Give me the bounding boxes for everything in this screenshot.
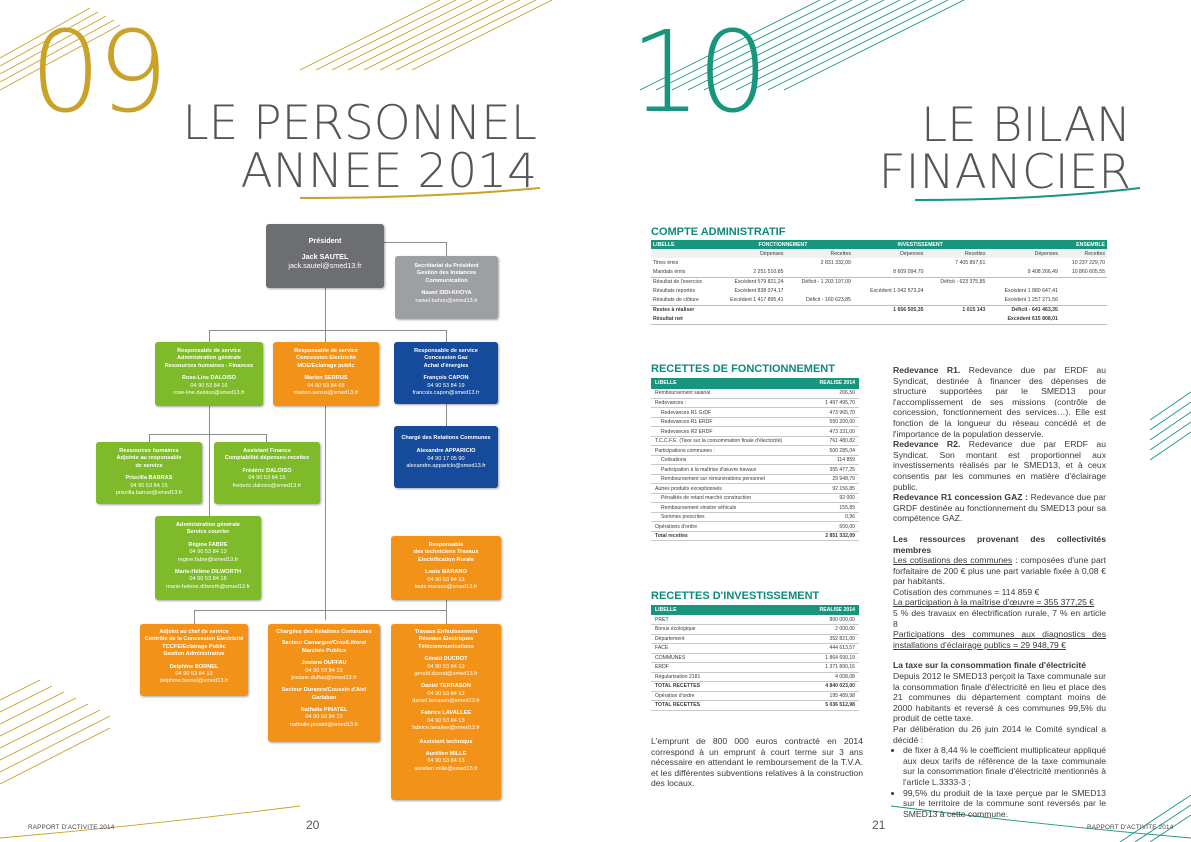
table-cell: 7 405 897,61 bbox=[955, 260, 986, 267]
table-row bbox=[651, 701, 859, 711]
table-row bbox=[651, 455, 859, 465]
charges-relations-box: Chargées des Relations Communes Secteur Camargue/Crau/Littoral Marchés Publics Josiane DUFFAU 04 90 53 84 13 josiane.duffau@smed13.fr Secteur Durance/Coussin d'Aix/ Garlaban Nathalie PINATEL 04 90 53 84 13 nathalie.pinatel@smed13.fr bbox=[268, 624, 380, 742]
gaz-text: Redevance due par GRDF destinée au fonctionnement du SMED13 pour sa compétence GAZ. bbox=[893, 492, 1107, 524]
table-cell bbox=[1060, 305, 1107, 314]
table-cell: Excédent 1 417 895,41 bbox=[713, 296, 786, 305]
org-line bbox=[209, 330, 210, 342]
cotisation-total: Cotisation des communes = 114 859 € bbox=[893, 586, 1040, 597]
table-row bbox=[651, 682, 859, 692]
row-label: Régularisation 2181 bbox=[651, 672, 766, 682]
table-row bbox=[651, 691, 859, 701]
row-value: 352 821,00 bbox=[766, 634, 859, 644]
r2-text: Redevance due par ERDF au Syndicat. Son montant est proportionnel aux investissements réalisés par le SMED13, et à ceux consentis par les communes en matière d'éclairage public. bbox=[893, 439, 1106, 492]
row-label: COMMUNES bbox=[651, 653, 766, 663]
row-value: 195 489,98 bbox=[766, 691, 859, 701]
subheader-cell: Dépenses bbox=[713, 249, 786, 258]
org-line bbox=[384, 242, 447, 243]
taxe-title: La taxe sur la consommation finale d'électricité bbox=[893, 660, 1087, 671]
row-label: PRET bbox=[651, 615, 766, 625]
recettes-fonct-table bbox=[651, 378, 859, 541]
subheader-cell: Recettes bbox=[786, 249, 853, 258]
table-row bbox=[651, 315, 1107, 324]
table-cell: Excédent 1 880 647,41 bbox=[1004, 288, 1058, 295]
table-row bbox=[651, 436, 859, 446]
table-cell bbox=[925, 296, 987, 305]
table-cell bbox=[786, 315, 853, 324]
table-cell: Déficit - 1 203 197,09 bbox=[801, 279, 851, 286]
travaux-box: Travaux Enfouissement Réseaux Electriques Télécommunications Gérald DUCROT 04 90 53 84 13 gerald.ducrot@smed13.fr Daniel TERRASON 04 90 53 84 13 daniel.terrason@smed13.fr Fabrice LAVALLEE 04 90 53 84 13 fabrice.lavallee@smed13.fr Assistant technique Aurélien MILLE 04 90 53 84 13 aurelien.mille@smed13.fr bbox=[391, 624, 501, 800]
gold-stripes-top-right bbox=[300, 0, 552, 70]
table-row bbox=[651, 268, 1107, 277]
table-cell: Déficit - 641 463,35 bbox=[1011, 307, 1058, 314]
row-label: Mandats émis bbox=[651, 268, 713, 277]
gold-stripes-bottom-left bbox=[0, 680, 110, 784]
row-label: Résultat net bbox=[651, 315, 713, 324]
table-cell bbox=[1060, 287, 1107, 296]
table-cell: Excédent 579 821,24 bbox=[734, 279, 784, 286]
table-row bbox=[651, 625, 859, 635]
techniciens-box: Responsable des techniciens Travaux Electrification Rurale Louis MARANO 04 90 53 84 13 louis.marano@smed13.fr bbox=[391, 536, 501, 600]
table-row bbox=[651, 296, 1107, 305]
table-row bbox=[651, 484, 859, 494]
subheader-cell: Dépenses bbox=[853, 249, 926, 258]
table-cell bbox=[1060, 277, 1107, 286]
page-title-line2: ANNEE 2014 bbox=[240, 144, 537, 199]
footer-right: RAPPORT D'ACTIVITE 2014 bbox=[1087, 824, 1174, 831]
chapter-number-10: 10 bbox=[630, 8, 765, 138]
row-value: 473 331,00 bbox=[813, 427, 859, 437]
recettes-fonct-title: RECETTES DE FONCTIONNEMENT bbox=[651, 363, 835, 375]
row-value: 500 285,04 bbox=[813, 446, 859, 456]
table-row bbox=[651, 653, 859, 663]
cotisations-text: : composées d'une part forfaitaire de 200 € plus une part variable fixée à 0,08 € par habitants. bbox=[893, 555, 1106, 587]
table-cell bbox=[713, 315, 786, 324]
recettes-inv-table bbox=[651, 605, 859, 711]
col-header: ENSEMBLE bbox=[987, 240, 1107, 249]
table-row bbox=[651, 644, 859, 654]
r1-text: Redevance due par ERDF au Syndicat, destinée à financer des dépenses de structure supportées par le SMED13 pour l'accomplissement de ses missions (contrôle de concession, fonctionnement des services…). Elle est fonction de la longueur du réseau concédé et de l'importance de la population desservie. bbox=[893, 365, 1106, 439]
table-row bbox=[651, 305, 1107, 314]
row-label: Redevances R1 ERDF bbox=[651, 417, 813, 427]
table-row bbox=[651, 474, 859, 484]
teal-stripes-right bbox=[1120, 392, 1191, 842]
recettes-inv-title: RECETTES D'INVESTISSEMENT bbox=[651, 590, 820, 602]
subheader-row bbox=[651, 249, 1107, 258]
table-cell: 8 609 094,70 bbox=[853, 268, 926, 277]
table-cell bbox=[786, 287, 853, 296]
col-header: LIBELLE bbox=[651, 605, 766, 615]
row-label: Opération d'ordre bbox=[651, 691, 766, 701]
row-label: Résultat de l'exercice bbox=[653, 279, 703, 286]
col-header: FONCTIONNEMENT bbox=[713, 240, 853, 249]
table-row bbox=[651, 615, 859, 625]
table-cell: 2 831 332,09 bbox=[820, 260, 851, 267]
gold-swoosh-bottom-left bbox=[0, 806, 300, 838]
row-label: TOTAL RECETTES bbox=[651, 682, 766, 692]
row-label: T.C.C.F.E. (Taxe sur la consommation finale d'électricité) bbox=[651, 436, 813, 446]
row-value: 761 480,82 bbox=[813, 436, 859, 446]
row-value: 4 008,08 bbox=[766, 672, 859, 682]
row-value: 1 371 890,16 bbox=[766, 663, 859, 673]
row-value: 1 864 690,19 bbox=[766, 653, 859, 663]
admin-generale-box: Administration générale Service courrier Régine FABRE 04 90 53 84 13 regine.fabre@smed13.fr Marie-Hélène DILWORTH 04 90 53 84 18 marie-helene.dilworth@smed13.fr bbox=[155, 516, 261, 600]
r1-label: Redevance R1. bbox=[893, 365, 961, 375]
org-line bbox=[446, 600, 447, 624]
table-row bbox=[651, 493, 859, 503]
col-header: REALISE 2014 bbox=[766, 605, 859, 615]
rh-box: Ressources humaines Adjointe au responsable de service Priscilla BARRAS 04 90 53 84 15 priscilla.barras@smed13.fr bbox=[96, 442, 202, 504]
list-item: • de fixer à 8,44 % le coefficient multiplicateur appliqué aux deux tarifs de référence de la taxe communale sur la consommation finale d'électricité mentionnés à l'article L.3333-3 ; bbox=[903, 745, 1106, 787]
row-value: 800 000,00 bbox=[766, 615, 859, 625]
row-label: Bonus écologique bbox=[651, 625, 766, 635]
table-row bbox=[651, 503, 859, 513]
org-line bbox=[325, 406, 326, 620]
table-cell: 2 251 510,85 bbox=[713, 268, 786, 277]
president-box: Président Jack SAUTEL jack.sautel@smed13.fr bbox=[266, 224, 384, 288]
row-label: Pénalités de retard marché construction bbox=[651, 493, 813, 503]
table-row bbox=[651, 389, 859, 399]
taxe-list bbox=[893, 745, 1106, 819]
org-line bbox=[194, 610, 446, 611]
table-cell bbox=[853, 277, 926, 286]
org-line bbox=[446, 404, 447, 426]
row-label: Participations communes : bbox=[651, 446, 813, 456]
table-cell: Excédent 1 042 573,24 bbox=[870, 288, 924, 295]
r2-label: Redevance R2. bbox=[893, 439, 961, 450]
row-value: 114 859 bbox=[813, 455, 859, 465]
footer-left: RAPPORT D'ACTIVITE 2014 bbox=[28, 824, 115, 831]
table-cell bbox=[786, 305, 853, 314]
row-label: Cotisations bbox=[651, 455, 813, 465]
col-header: LIBELLE bbox=[651, 378, 813, 389]
table-cell bbox=[925, 287, 987, 296]
table-cell bbox=[987, 258, 1060, 267]
org-line bbox=[446, 242, 447, 256]
compte-admin-table bbox=[651, 240, 1107, 325]
table-cell bbox=[853, 315, 926, 324]
table-row bbox=[651, 417, 859, 427]
row-label: Résultats de clôture bbox=[651, 296, 713, 305]
org-line bbox=[266, 434, 267, 442]
row-value: 5 036 512,98 bbox=[766, 701, 859, 711]
row-value: 0,96 bbox=[813, 512, 859, 522]
table-cell bbox=[713, 305, 786, 314]
col-header: LIBELLE bbox=[651, 240, 713, 249]
org-line bbox=[209, 406, 210, 434]
row-value: 92 156,85 bbox=[813, 484, 859, 494]
table-cell: Déficit - 623 375,85 bbox=[940, 279, 986, 286]
org-line bbox=[194, 610, 195, 624]
table-row bbox=[651, 258, 1107, 267]
row-value: 2 851 332,09 bbox=[813, 531, 859, 541]
row-label: ERDF bbox=[651, 663, 766, 673]
row-label: Opérations d'ordre bbox=[651, 522, 813, 532]
subheader-cell: Recettes bbox=[1060, 249, 1107, 258]
table-cell: Excédent 838 074,17 bbox=[734, 288, 784, 295]
table-cell: 9 408 266,49 bbox=[987, 268, 1060, 277]
list-item: • 99,5% du produit de la taxe perçue par le SMED13 sur le territoire de la commune sont reversés par le SMED13 à cette commune. bbox=[903, 788, 1106, 820]
adjoint-box: Adjoint au chef de service Contrôle de la Concession Electricité TCCFE/Eclairage Public Gestion Administrative Delphine BORNEL 04 90 53 84 13 delphine.bornel@smed13.fr bbox=[140, 624, 248, 696]
row-value: 155,89 bbox=[813, 503, 859, 513]
org-line bbox=[209, 434, 210, 516]
table-cell: Excédent 1 257 271,56 bbox=[987, 296, 1060, 305]
table-row bbox=[651, 512, 859, 522]
emprunt-paragraph: L'emprunt de 800 000 euros contracté en 2014 correspond à un emprunt à court terme sur 3 ans nécessaire en attendant le remboursement de la T.V.A. et les différentes subventions relatives à la construction des locaux. bbox=[651, 736, 863, 789]
table-cell bbox=[853, 258, 926, 267]
table-cell: 10 237 229,70 bbox=[1071, 260, 1105, 267]
org-line bbox=[209, 330, 447, 331]
table-cell: 1 656 505,35 bbox=[893, 307, 924, 314]
table-row bbox=[651, 465, 859, 475]
row-value: 355 477,25 bbox=[813, 465, 859, 475]
table-row bbox=[651, 531, 859, 541]
row-value: 92 000 bbox=[813, 493, 859, 503]
table-cell bbox=[1060, 315, 1107, 324]
table-row bbox=[651, 427, 859, 437]
row-label: Sommes prescrites bbox=[651, 512, 813, 522]
table-row bbox=[651, 663, 859, 673]
admin-service-box: Responsable de service Administration générale Ressources humaines - Finances Rose-Line DALOISO 04 90 53 84 16 rose-line.daloiso@smed13.fr bbox=[155, 342, 263, 406]
taxe-deliberation: Par délibération du 26 juin 2014 le Comité syndical a décidé : bbox=[893, 724, 1106, 745]
table-cell bbox=[853, 296, 926, 305]
table-row bbox=[651, 634, 859, 644]
row-label: Remboursement sinistre véhicule bbox=[651, 503, 813, 513]
row-value: 1 497 495,70 bbox=[813, 398, 859, 408]
redevances-text bbox=[893, 365, 1106, 819]
row-value: 2 000,00 bbox=[766, 625, 859, 635]
org-line bbox=[149, 434, 267, 435]
page-title-line1: LE PERSONNEL bbox=[182, 96, 537, 151]
row-value: 444 613,57 bbox=[766, 644, 859, 654]
subheader-cell: Recettes bbox=[925, 249, 987, 258]
table-cell bbox=[925, 315, 987, 324]
page-title-line2: FINANCIER bbox=[878, 145, 1131, 200]
row-label: Restes à réaliser bbox=[653, 307, 695, 314]
table-cell: Excédent 615 808,01 bbox=[987, 315, 1060, 324]
concession-service-box: Responsable de service Concession Electricité MOE/Eclairage public Marion SERRUS 04 90 53 84 65 marion.serrus@smed13.fr bbox=[273, 342, 379, 406]
row-label: Département bbox=[651, 634, 766, 644]
compte-admin-title: COMPTE ADMINISTRATIF bbox=[651, 226, 786, 238]
row-value: 29 948,79 bbox=[813, 474, 859, 484]
chapter-number-09: 09 bbox=[30, 8, 165, 138]
row-label: Redevances R2 ERDF bbox=[651, 427, 813, 437]
page-number-right: 21 bbox=[872, 818, 886, 832]
row-label: TOTAL RECETTES bbox=[651, 701, 766, 711]
page-title-line1: LE BILAN bbox=[920, 98, 1131, 153]
table-cell: 10 860 605,55 bbox=[1060, 268, 1107, 277]
participation-line: La participation à la maîtrise d'œuvre = 355 377,25 € bbox=[893, 597, 1095, 608]
row-label: Remboursement sur rémunérations personnel bbox=[651, 474, 813, 484]
table-cell bbox=[1060, 296, 1107, 305]
table-row bbox=[651, 522, 859, 532]
gaz-label: Redevance R1 concession GAZ : bbox=[893, 492, 1028, 503]
subheader-cell: Dépenses bbox=[987, 249, 1060, 258]
table-cell bbox=[786, 268, 853, 277]
table-cell bbox=[925, 268, 987, 277]
org-line bbox=[149, 434, 150, 442]
table-row bbox=[651, 672, 859, 682]
table-row bbox=[651, 287, 1107, 296]
row-label: FACE bbox=[651, 644, 766, 654]
row-label: Remboursement salarial bbox=[651, 389, 813, 399]
ressources-title: Les ressources provenant des collectivités membres bbox=[893, 533, 1106, 555]
row-label: Autres produits exceptionnels bbox=[651, 484, 813, 494]
row-value: 4 840 023,00 bbox=[766, 682, 859, 692]
diagnostics-line: Participations des communes aux diagnostics des installations d'éclairage publics = 29 948,79 € bbox=[893, 629, 1106, 650]
org-line bbox=[325, 288, 326, 342]
gaz-service-box: Responsable de service Concession Gaz Achat d'énergies François CAPON 04 90 53 84 19 francois.capon@smed13.fr bbox=[394, 342, 498, 404]
row-label: Participation à la maîtrise d'œuvre travaux bbox=[651, 465, 813, 475]
cotisations-label: Les cotisations des communes bbox=[893, 555, 1013, 566]
table-row bbox=[651, 408, 859, 418]
table-row bbox=[651, 446, 859, 456]
finance-box: Assistant Finance Comptabilité dépenses-recettes Frédéric DALOISO 04 90 53 84 15 frederic.daloiso@smed13.fr bbox=[214, 442, 320, 504]
row-value: 206,50 bbox=[813, 389, 859, 399]
table-row bbox=[651, 277, 1107, 286]
row-label: Total recettes bbox=[651, 531, 813, 541]
table-cell bbox=[987, 277, 1060, 286]
row-label: Redevances : bbox=[651, 398, 813, 408]
page-number-left: 20 bbox=[306, 818, 320, 832]
col-header: INVESTISSEMENT bbox=[853, 240, 987, 249]
org-line bbox=[446, 330, 447, 342]
row-label: Titres émis bbox=[653, 260, 679, 267]
secretariat-box: Secrétariat du Président Gestion des Instances Communication Nawel SIDI-KHOYA nawel.bahon@smed13.fr bbox=[395, 256, 498, 319]
relations-communes-box: Chargé des Relations Communes Alexandre APPARICIO 04 90 17 05 90 alexandre.appariclo@smed13.fr bbox=[394, 426, 498, 488]
table-cell: Déficit - 160 623,85 bbox=[786, 296, 853, 305]
participation-detail: 5 % des travaux en électrification rurale, 7 % en article 8 bbox=[893, 608, 1106, 629]
table-cell bbox=[713, 258, 786, 267]
row-value: 550 200,00 bbox=[813, 417, 859, 427]
taxe-paragraph: Depuis 2012 le SMED13 perçoit la Taxe communale sur la consommation finale d'électricité en lieu et place des 21 communes du département comptant moins de 2000 habitants et reversé à ces communes 99,5% du produit de cette taxe. bbox=[893, 671, 1106, 724]
table-row bbox=[651, 398, 859, 408]
row-value: 473 965,70 bbox=[813, 408, 859, 418]
col-header: REALISE 2014 bbox=[813, 378, 859, 389]
row-label: Résultats reportés bbox=[653, 288, 696, 295]
row-value: 500,00 bbox=[813, 522, 859, 532]
row-label: Redevances R1 GrDF bbox=[651, 408, 813, 418]
table-cell: 1 015 143 bbox=[962, 307, 986, 314]
